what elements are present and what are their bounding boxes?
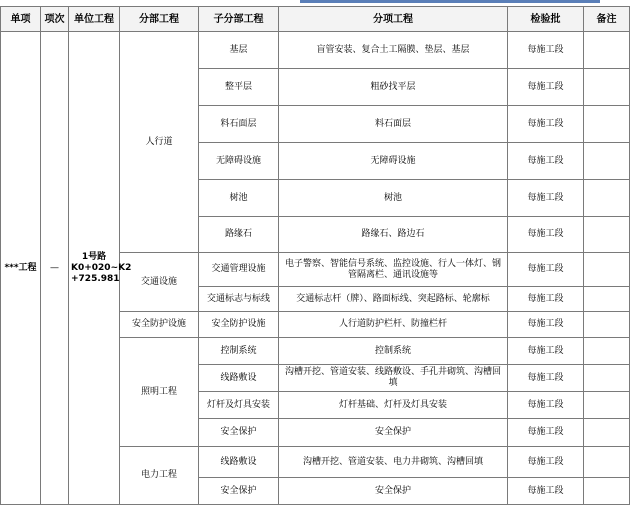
zifenbu-cell: 树池: [199, 180, 279, 217]
beizhu-cell: [584, 180, 630, 217]
header-danxiang: 单项: [1, 7, 41, 32]
fenxiang-cell: 交通标志杆（牌）、路面标线、突起路标、轮廓标: [279, 287, 508, 312]
header-xiangci: 项次: [41, 7, 69, 32]
table-row: [1, 32, 630, 69]
fenxiang-cell: 控制系统: [279, 338, 508, 365]
xiangci-cell: —: [41, 32, 69, 505]
danwei-line: K0+020~K2: [71, 262, 132, 273]
fenxiang-cell: 安全保护: [279, 478, 508, 505]
jianyanpi-cell: 每施工段: [508, 338, 584, 365]
fenxiang-cell: 电子警察、智能信号系统、监控设施、行人一体灯、钢管隔离栏、通讯设施等: [279, 253, 508, 287]
beizhu-cell: [584, 253, 630, 287]
fenxiang-cell: 安全保护: [279, 419, 508, 447]
fenxiang-cell: 人行道防护栏杆、防撞栏杆: [279, 312, 508, 338]
jianyanpi-cell: 每施工段: [508, 69, 584, 106]
beizhu-cell: [584, 338, 630, 365]
zifenbu-cell: 料石面层: [199, 106, 279, 143]
jianyanpi-cell: 每施工段: [508, 143, 584, 180]
fenxiang-cell: 盲管安装、复合土工隔膜、垫层、基层: [279, 32, 508, 69]
division-table: [0, 6, 630, 505]
zifenbu-cell: 安全保护: [199, 478, 279, 505]
fenxiang-cell: 粗砂找平层: [279, 69, 508, 106]
fenxiang-cell: 树池: [279, 180, 508, 217]
zifenbu-cell: 控制系统: [199, 338, 279, 365]
jianyanpi-cell: 每施工段: [508, 478, 584, 505]
jianyanpi-cell: 每施工段: [508, 419, 584, 447]
jianyanpi-cell: 每施工段: [508, 32, 584, 69]
zifenbu-cell: 基层: [199, 32, 279, 69]
beizhu-cell: [584, 287, 630, 312]
fenxiang-cell: 灯杆基础、灯杆及灯具安装: [279, 392, 508, 419]
fenxiang-cell: 沟槽开挖、管道安装、电力井砌筑、沟槽回填: [279, 447, 508, 478]
fenbu-cell: 照明工程: [120, 338, 199, 447]
fenbu-cell: 电力工程: [120, 447, 199, 505]
beizhu-cell: [584, 143, 630, 180]
jianyanpi-cell: 每施工段: [508, 365, 584, 392]
beizhu-cell: [584, 365, 630, 392]
zifenbu-cell: 灯杆及灯具安装: [199, 392, 279, 419]
fenxiang-cell: 料石面层: [279, 106, 508, 143]
header-row: [1, 7, 630, 32]
zifenbu-cell: 线路敷设: [199, 447, 279, 478]
header-danwei: 单位工程: [69, 7, 120, 32]
fenxiang-cell: 沟槽开挖、管道安装、线路敷设、手孔井砌筑、沟槽回填: [279, 365, 508, 392]
jianyanpi-cell: 每施工段: [508, 253, 584, 287]
zifenbu-cell: 路缘石: [199, 217, 279, 253]
beizhu-cell: [584, 478, 630, 505]
zifenbu-cell: 交通标志与标线: [199, 287, 279, 312]
beizhu-cell: [584, 447, 630, 478]
jianyanpi-cell: 每施工段: [508, 392, 584, 419]
beizhu-cell: [584, 312, 630, 338]
zifenbu-cell: 安全保护: [199, 419, 279, 447]
zifenbu-cell: 整平层: [199, 69, 279, 106]
fenbu-cell: 安全防护设施: [120, 312, 199, 338]
zifenbu-cell: 交通管理设施: [199, 253, 279, 287]
beizhu-cell: [584, 106, 630, 143]
fenbu-cell: 交通设施: [120, 253, 199, 312]
header-zifenbu: 子分部工程: [199, 7, 279, 32]
zifenbu-cell: 线路敷设: [199, 365, 279, 392]
danwei-line: +725.981: [71, 273, 120, 284]
beizhu-cell: [584, 69, 630, 106]
beizhu-cell: [584, 32, 630, 69]
jianyanpi-cell: 每施工段: [508, 217, 584, 253]
danwei-line: 1号路: [81, 251, 107, 262]
jianyanpi-cell: 每施工段: [508, 287, 584, 312]
fenxiang-cell: 路缘石、路边石: [279, 217, 508, 253]
fenxiang-cell: 无障碍设施: [279, 143, 508, 180]
zifenbu-cell: 安全防护设施: [199, 312, 279, 338]
danwei-cell: [69, 32, 132, 505]
jianyanpi-cell: 每施工段: [508, 180, 584, 217]
cropped-header-fragment: [300, 0, 600, 3]
zifenbu-cell: 无障碍设施: [199, 143, 279, 180]
header-beizhu: 备注: [584, 7, 630, 32]
beizhu-cell: [584, 419, 630, 447]
jianyanpi-cell: 每施工段: [508, 447, 584, 478]
header-fenxiang: 分项工程: [279, 7, 508, 32]
jianyanpi-cell: 每施工段: [508, 312, 584, 338]
danxiang-cell: ***工程: [1, 32, 41, 505]
fenbu-cell: 人行道: [120, 32, 199, 253]
beizhu-cell: [584, 392, 630, 419]
header-fenbu: 分部工程: [120, 7, 199, 32]
jianyanpi-cell: 每施工段: [508, 106, 584, 143]
beizhu-cell: [584, 217, 630, 253]
header-jianyanpi: 检验批: [508, 7, 584, 32]
